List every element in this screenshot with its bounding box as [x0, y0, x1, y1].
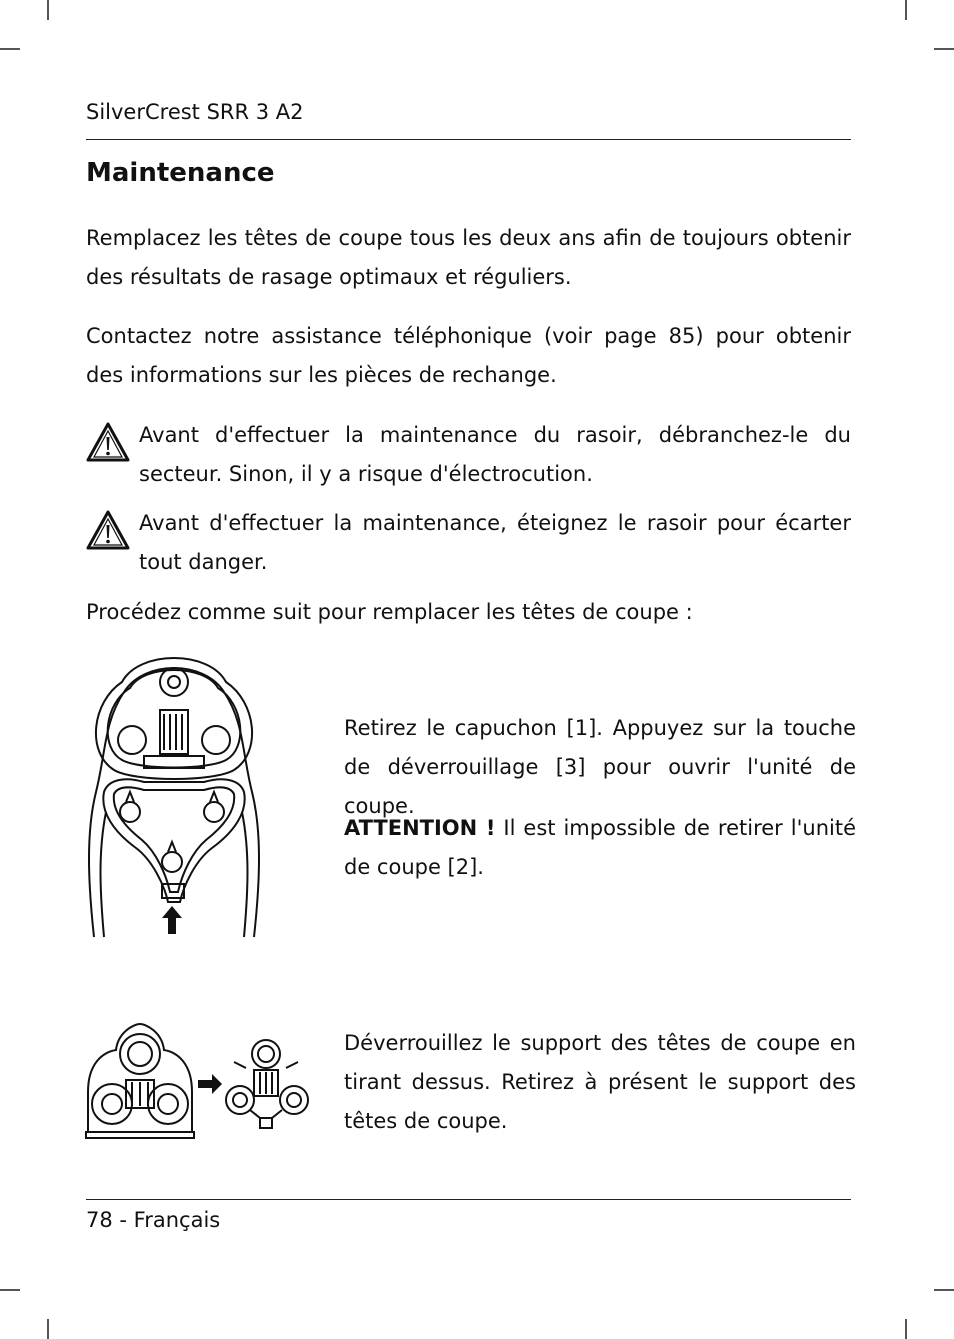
header-rule [86, 139, 851, 140]
attention-label: ATTENTION ! [344, 816, 496, 840]
crop-mark [47, 0, 49, 20]
crop-mark [934, 1289, 954, 1291]
intro-text: Procédez comme suit pour remplacer les têtes de coupe : [86, 600, 693, 624]
step-2-text: Déverrouillez le support des têtes de coupe en tirant dessus. Retirez à présent le support des têtes de coupe. [344, 1031, 856, 1133]
crop-mark [905, 0, 907, 20]
warning-text: Avant d'effectuer la maintenance du rasoir, débranchez-le du secteur. Sinon, il y a risque d'électrocution. [139, 423, 851, 486]
section-title: Maintenance [86, 158, 275, 188]
attention-text: Il est impossible de retirer l'unité de coupe [2]. [344, 816, 857, 879]
warning-triangle-icon [86, 510, 130, 550]
warning-text: Avant d'effectuer la maintenance, éteignez le rasoir pour écarter tout danger. [139, 511, 851, 574]
footer-language: - Français [112, 1208, 221, 1232]
step-1-text: Retirez le capuchon [1]. Appuyez sur la touche de déverrouillage [3] pour ouvrir l'unité de coupe. [344, 716, 856, 818]
crop-mark [0, 1289, 20, 1291]
page-number: 78 [86, 1208, 113, 1232]
footer-rule [86, 1199, 851, 1200]
crop-mark [0, 48, 20, 50]
paragraph-replace-heads: Remplacez les têtes de coupe tous les deux ans afin de toujours obtenir des résultats de rasage optimaux et réguliers. [86, 226, 851, 289]
page-footer [86, 1208, 220, 1232]
paragraph-contact-support: Contactez notre assistance téléphonique (voir page 85) pour obtenir des informations sur les pièces de rechange. [86, 324, 851, 387]
crop-mark [934, 48, 954, 50]
step-1-attention [344, 809, 856, 887]
crop-mark [905, 1319, 907, 1339]
running-header: SilverCrest SRR 3 A2 [86, 100, 304, 124]
warning-triangle-icon [86, 422, 130, 462]
head-holder-removal-illustration [84, 1022, 310, 1140]
shaver-open-illustration [84, 652, 264, 942]
crop-mark [47, 1319, 49, 1339]
